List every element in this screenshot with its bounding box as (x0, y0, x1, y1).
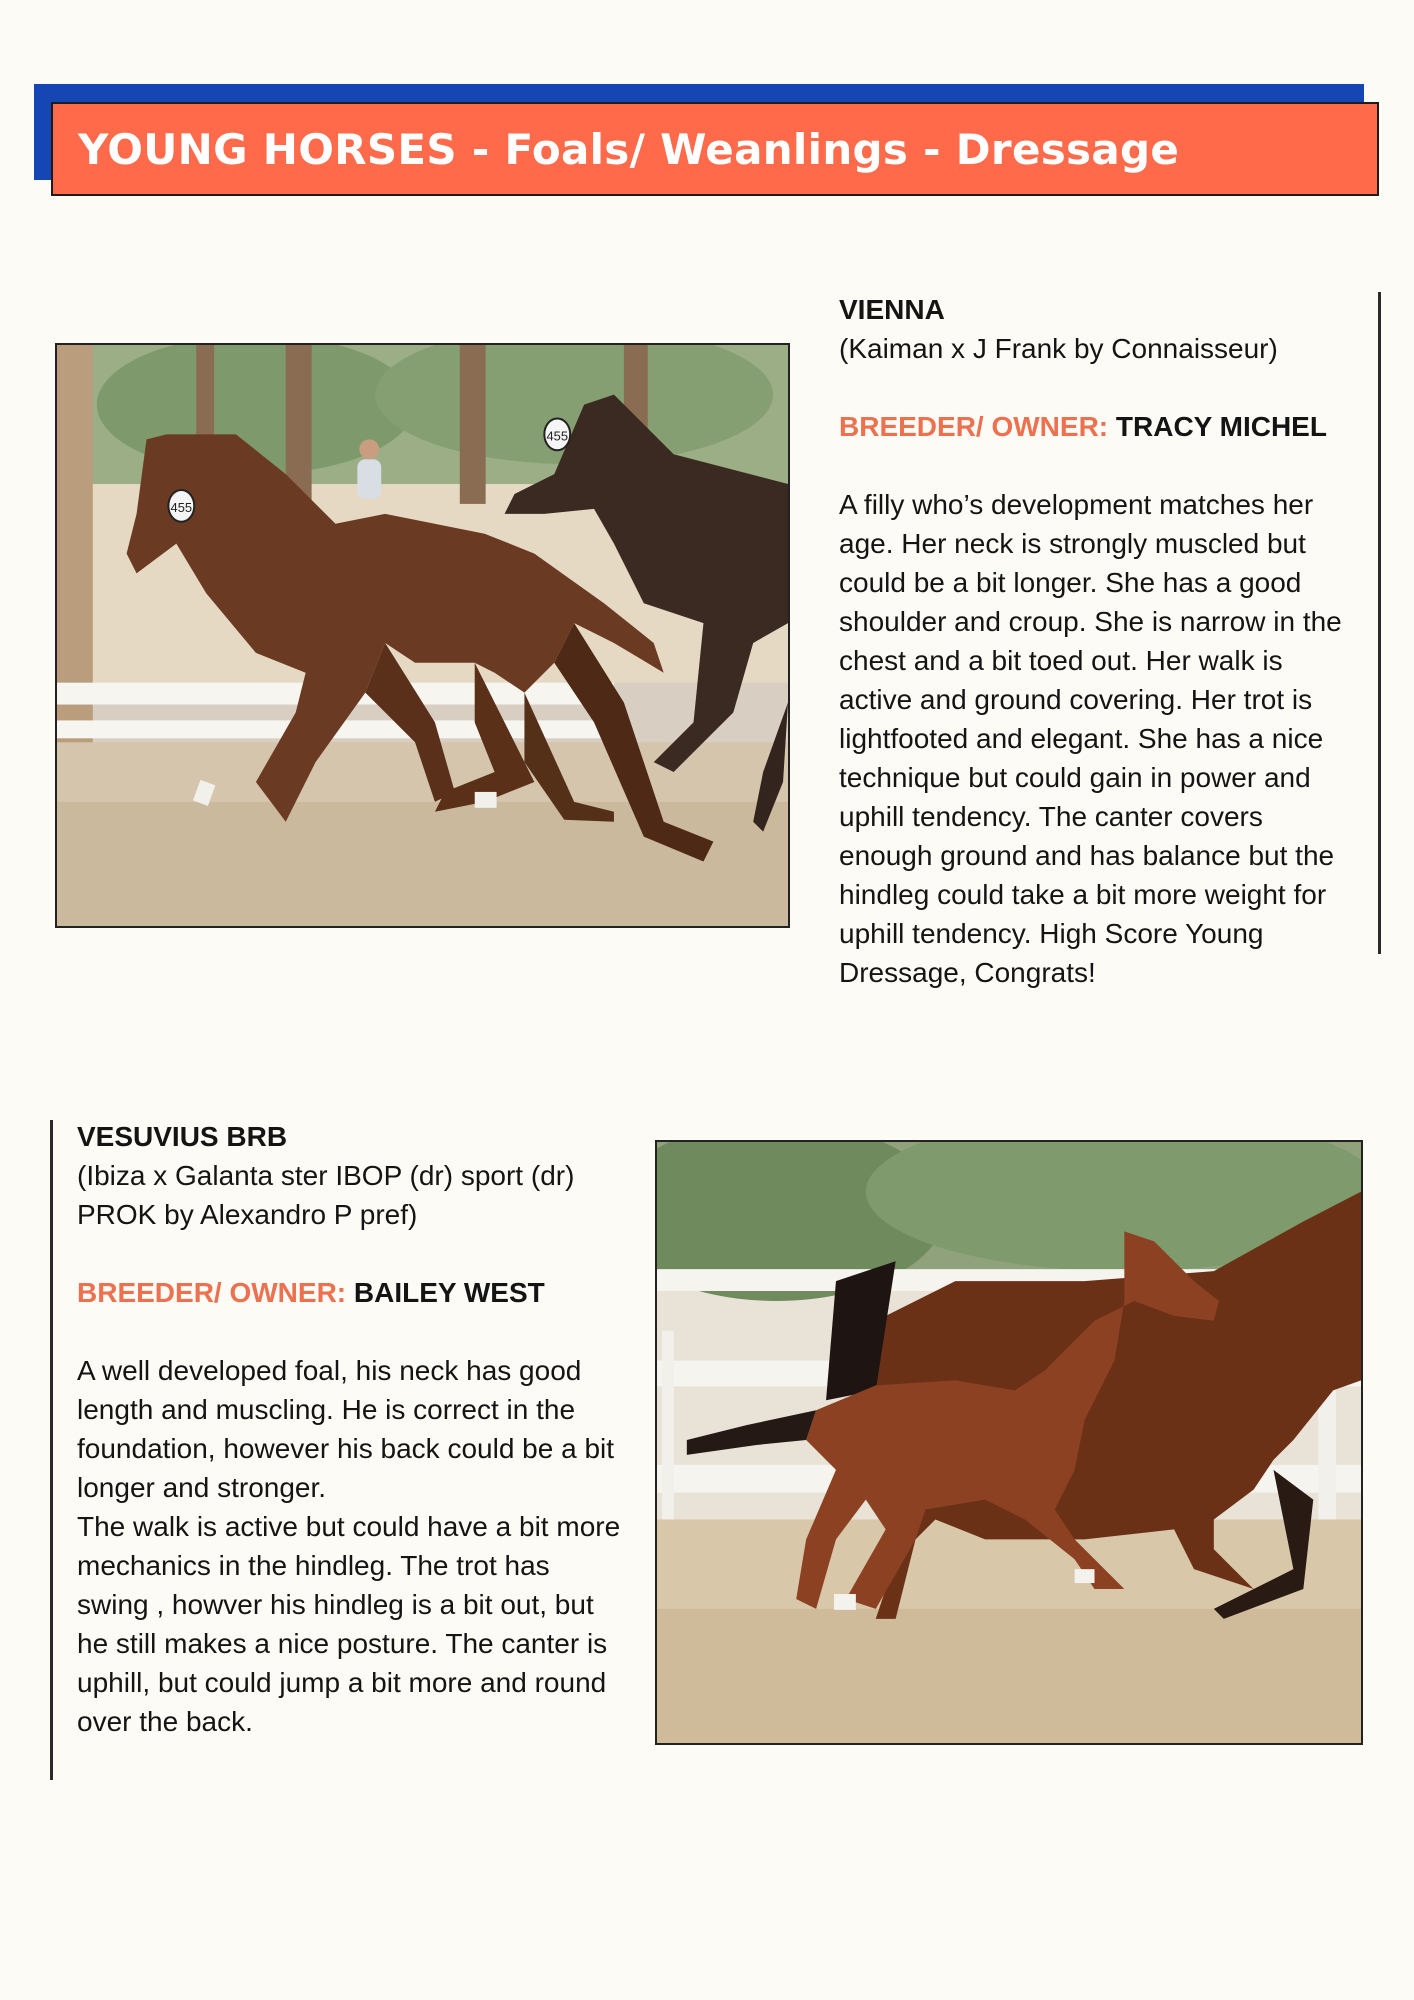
vienna-info (839, 290, 1359, 992)
vienna-divider (1378, 292, 1381, 954)
breeder-label: BREEDER/ OWNER: (77, 1277, 347, 1308)
header-banner (51, 102, 1379, 196)
horse-description: A filly who’s development matches her age. Her neck is strongly muscled but could be a bit longer. She has a good shoulder and croup. She is narrow in the chest and a bit toed out. Her walk is active and ground covering. Her trot is lightfooted and elegant. She has a nice technique but could gain in power and uphill tendency. The canter covers enough ground and has balance but the hindleg could take a bit more weight for uphill tendency. High Score Young Dressage, Congrats! (839, 489, 1342, 988)
breeder-name: TRACY MICHEL (1115, 411, 1327, 442)
vesuvius-info (77, 1117, 627, 1741)
vienna-number-tag: 455 (170, 499, 193, 515)
breeder-label: BREEDER/ OWNER: (839, 411, 1109, 442)
pedigree: (Ibiza x Galanta ster IBOP (dr) sport (dr) PROK by Alexandro P pref) (77, 1160, 575, 1230)
pedigree: (Kaiman x J Frank by Connaisseur) (839, 333, 1278, 364)
mare-number-tag: 455 (546, 428, 569, 444)
vesuvius-divider (50, 1120, 53, 1780)
breeder-line (839, 407, 1359, 446)
vienna-photo (55, 343, 790, 928)
vesuvius-photo (655, 1140, 1363, 1745)
page-title: YOUNG HORSES - Foals/ Weanlings - Dressage (78, 124, 1180, 174)
breeder-name: BAILEY WEST (353, 1277, 545, 1308)
horse-name: VIENNA (839, 294, 945, 325)
breeder-line (77, 1273, 627, 1312)
horse-name: VESUVIUS BRB (77, 1121, 288, 1152)
horse-description-part-2: The walk is active but could have a bit more mechanics in the hindleg. The trot has swing , howver his hindleg is a bit out, but he still makes a nice posture. The canter is uphill, but could jump a bit more and round over the back. (77, 1511, 621, 1737)
horse-description-part-1: A well developed foal, his neck has good length and muscling. He is correct in the foundation, however his back could be a bit longer and stronger. (77, 1355, 615, 1503)
